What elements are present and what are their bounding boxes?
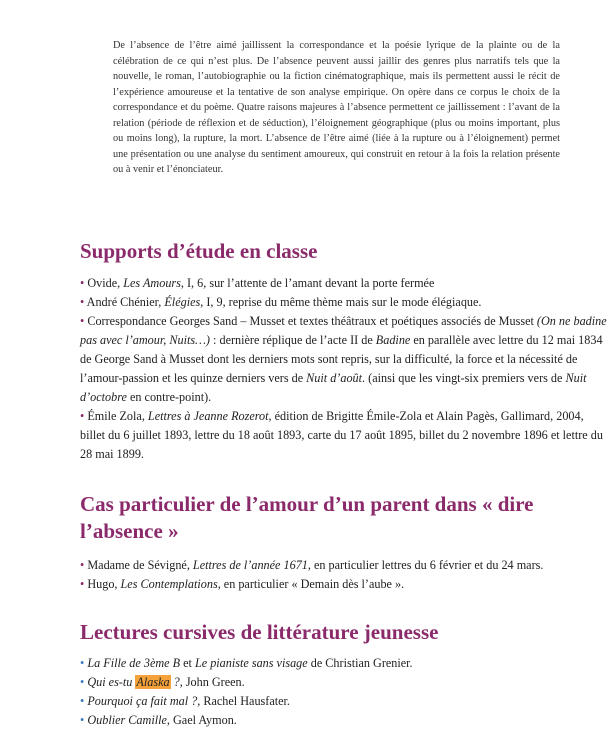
section-title-jeunesse: Lectures cursives de littérature jeunesse	[80, 620, 439, 644]
intro-paragraph: De l’absence de l’être aimé jaillissent la correspondance et la poésie lyrique de la plainte ou de la célébration de ce qui n’est plus. De l’absence peuvent aussi jaillir des genres plus narratifs tels que la nouvelle, le roman, l’autobiographie ou la fiction cinématographique, mais ils permettent aussi le récit de l’expérience amoureuse et la tentative de son analyse empirique. On opère dans ce corpus le choix de la correspondance et du poème. Quatre raisons majeures à l’absence permettent ce jaillissement : l’avant de la relation (période de réflexion et de séduction), l’éloignement géographique (plus ou moins important, plus ou moins long), la rupture, la mort. L’absence de l’être aimé (liée à la rupture ou à l’éloignement) permet une présentation ou une analyse du sentiment amoureux, qui construit en retour à la fois la relation présente ou à venir et l’énonciateur.	[113, 40, 560, 175]
jeunesse-list	[80, 654, 608, 730]
list-item: • Qui es-tu Alaska ?, John Green.	[80, 675, 245, 689]
bullet: •	[80, 713, 85, 727]
bullet: •	[80, 276, 85, 290]
list-item: • Ovide, Les Amours, I, 6, sur l’attente de l’amant devant la porte fermée	[80, 276, 435, 290]
bullet: •	[80, 675, 85, 689]
bullet: •	[80, 295, 85, 309]
list-item: • La Fille de 3ème B et Le pianiste sans visage de Christian Grenier.	[80, 656, 413, 670]
section-title-supports: Supports d’étude en classe	[80, 239, 318, 263]
section-title-parent: Cas particulier de l’amour d’un parent dans « dire l’absence »	[80, 492, 534, 543]
parent-list	[80, 556, 608, 594]
bullet: •	[80, 694, 85, 708]
list-item: • Oublier Camille, Gael Aymon.	[80, 713, 237, 727]
bullet: •	[80, 577, 85, 591]
list-item: • Correspondance Georges Sand – Musset et textes théâtraux et poétiques associés de Musset (On ne badine pas avec l’amour, Nuits…) : dernière réplique de l’acte II de Badine en parallèle avec lettre du 12 mai 1834 de George Sand à Musset dont les derniers mots sont repris, sur la difficulté, la force et la nécessité de l’amour-passion et les quinze derniers vers de Nuit d’août. (ainsi que les vingt-six premiers vers de Nuit d’octobre en contre-point).	[80, 314, 607, 404]
bullet: •	[80, 558, 85, 572]
search-highlight: Alaska	[136, 675, 170, 689]
bullet: •	[80, 656, 85, 670]
bullet: •	[80, 314, 85, 328]
list-item: • André Chénier, Élégies, I, 9, reprise du même thème mais sur le mode élégiaque.	[80, 295, 482, 309]
list-item: • Pourquoi ça fait mal ?, Rachel Hausfater.	[80, 694, 290, 708]
bullet: •	[80, 409, 85, 423]
list-item: • Madame de Sévigné, Lettres de l’année 1671, en particulier lettres du 6 février et du 24 mars.	[80, 558, 544, 572]
list-item: • Émile Zola, Lettres à Jeanne Rozerot, édition de Brigitte Émile-Zola et Alain Pagès, Gallimard, 2004, billet du 6 juillet 1893, lettre du 18 août 1893, carte du 17 août 1895, billet du 2 novembre 1896 et lettre du 28 mai 1899.	[80, 409, 603, 461]
supports-list	[80, 274, 608, 464]
list-item: • Hugo, Les Contemplations, en particulier « Demain dès l’aube ».	[80, 577, 405, 591]
